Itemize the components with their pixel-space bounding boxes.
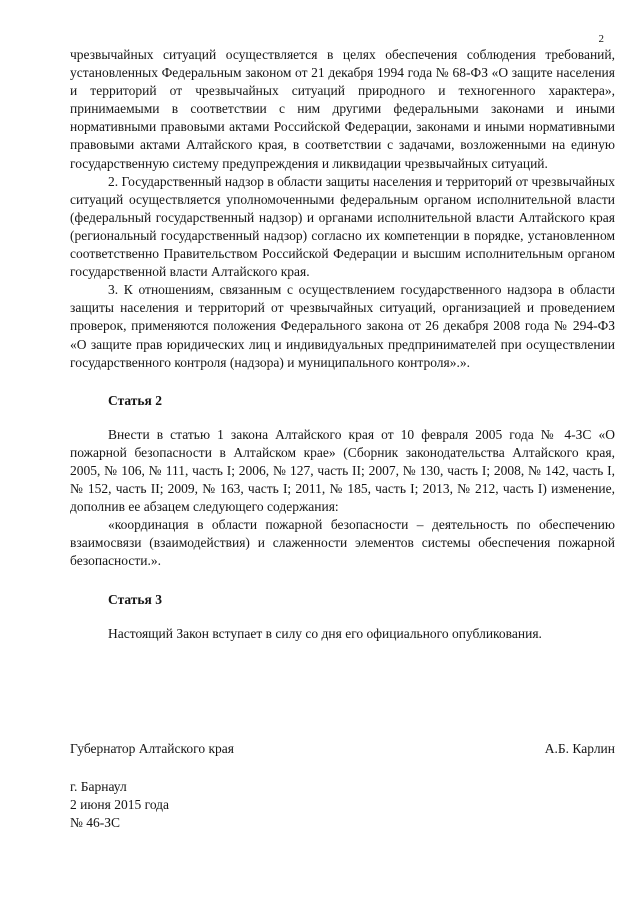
article-3-paragraph-1: Настоящий Закон вступает в силу со дня его официального опубликования. xyxy=(108,625,542,641)
article-2-paragraph-1: Внести в статью 1 закона Алтайского края от 10 февраля 2005 года № 4-ЗС «О пожарной безопасности в Алтайском крае» (Сборник законодательства Алтайского края, 2005, № 106, № 111, часть I; 2006, № 127, часть II; 2007, № 130, часть I; 2008, № 142, часть I, № 152, часть II; 2009, № 163, часть I; 2011, № 185, часть I; 2013, № 212, часть I) изменение, дополнив ее абзацем следующего содержания: xyxy=(70,426,615,515)
paragraph-item-2: 2. Государственный надзор в области защиты населения и территорий от чрезвычайных ситуаций осуществляется уполномоченными федеральным органом исполнительной власти (федеральный государственный надзор) и органами исполнительной власти Алтайского края (региональный государственный надзор) согласно их компетенции в порядке, установленном соответственно Правительством Российской Федерации и высшим исполнительным органом государственной власти Алтайского края. xyxy=(70,173,615,280)
article-2-paragraph-2: «координация в области пожарной безопасности – деятельность по обеспечению взаимосвязи (взаимодействия) и слаженности элементов системы обеспечения пожарной безопасности.». xyxy=(70,517,615,569)
article-2-heading: Статья 2 xyxy=(108,392,162,408)
document-body xyxy=(70,46,615,643)
paragraph-item-3: 3. К отношениям, связанным с осуществлением государственного надзора в области защиты населения и территорий от чрезвычайных ситуаций, организацией и проведением проверок, применяются положения Федерального закона от 26 декабря 2008 года № 294-ФЗ «О защите прав юридических лиц и индивидуальных предпринимателей при осуществлении государственного контроля (надзора) и муниципального контроля».». xyxy=(70,282,615,370)
document-meta xyxy=(70,778,169,832)
document-date: 2 июня 2015 года xyxy=(70,797,170,812)
signatory-name: А.Б. Карлин xyxy=(544,741,615,756)
document-city: г. Барнаул xyxy=(70,779,127,794)
paragraph-continuation: чрезвычайных ситуаций осуществляется в целях обеспечения соблюдения требований, установленных Федеральным законом от 21 декабря 1994 года № 68-ФЗ «О защите населения и территорий от чрезвычайных ситуаций природного и техногенного характера», принимаемыми в соответствии с ним другими федеральными законами и иными нормативными правовыми актами Российской Федерации, законами и иными нормативными правовыми актами Алтайского края, в соответствии с задачами, возложенными на единую государственную систему предупреждения и ликвидации чрезвычайных ситуаций. xyxy=(70,47,615,171)
signatory-title: Губернатор Алтайского края xyxy=(70,741,234,756)
document-number: № 46-ЗС xyxy=(70,815,121,830)
page-number: 2 xyxy=(598,33,604,45)
article-3-heading: Статья 3 xyxy=(108,591,162,607)
